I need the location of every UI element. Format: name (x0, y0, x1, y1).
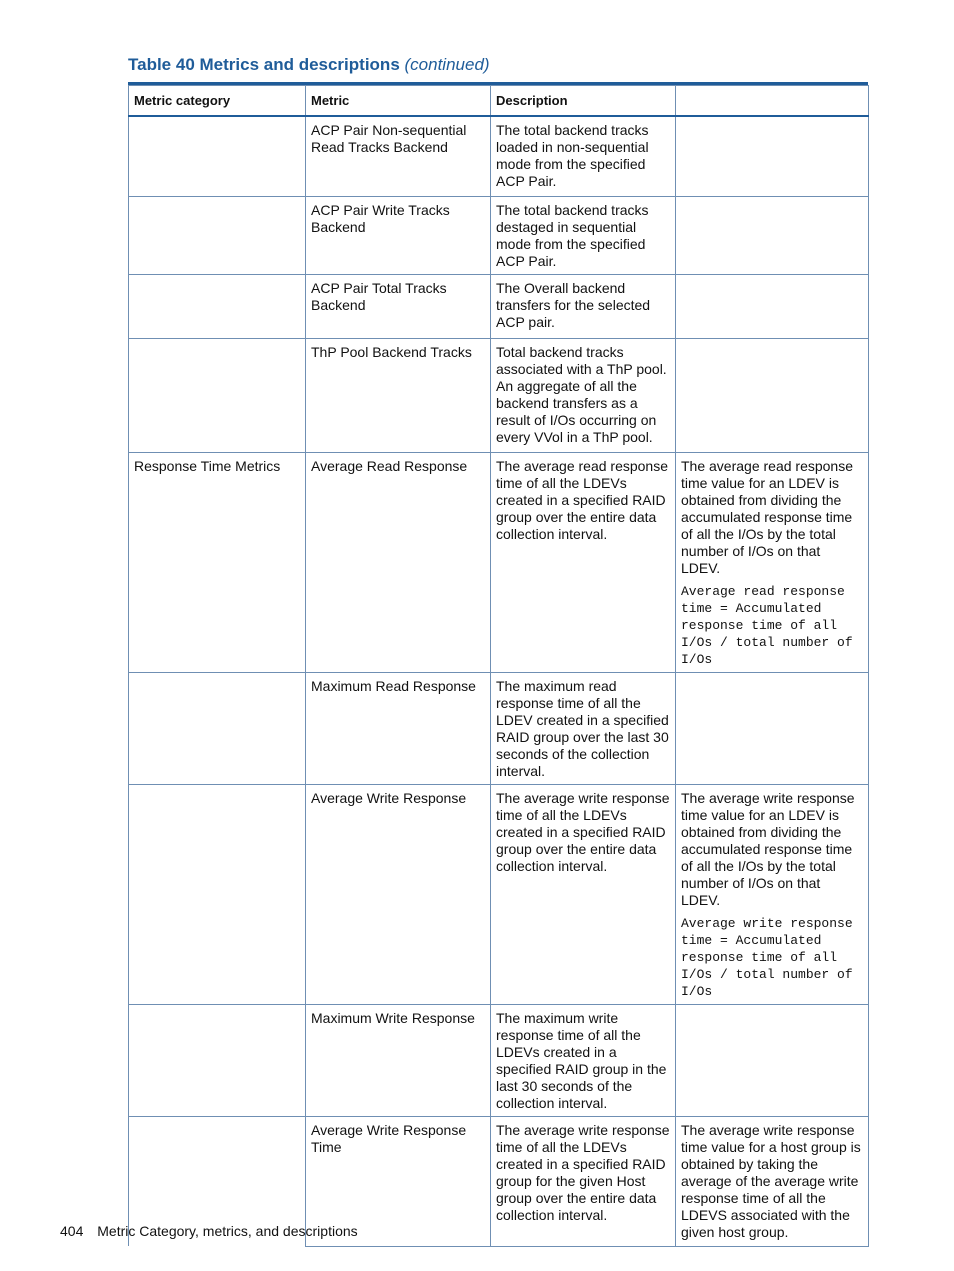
cell-extra (676, 1116, 869, 1246)
table-row (129, 338, 869, 452)
formula-code: Average read response time = Accumulated response time of all I/Os / total number of I/Os (681, 583, 853, 667)
cell-category (129, 338, 306, 452)
cell-description: The maximum write response time of all the LDEVs created in a specified RAID group in the last 30 seconds of the collection interval. (491, 1004, 676, 1116)
table-row (129, 1004, 869, 1116)
cell-category (129, 672, 306, 784)
extra-text: The average write response time value for a host group is obtained by taking the average of the average write response time of all the LDEVS associated with the given host group. (681, 1121, 861, 1240)
table-row (129, 784, 869, 1004)
cell-category (129, 196, 306, 274)
table-row (129, 196, 869, 274)
cell-metric: Average Read Response (306, 452, 491, 672)
cell-metric: ACP Pair Write Tracks Backend (306, 196, 491, 274)
cell-category (129, 116, 306, 196)
table-row (129, 452, 869, 672)
page-number: 404 (60, 1223, 84, 1239)
cell-description: The average write response time of all the LDEVs created in a specified RAID group for the given Host group over the entire data collection interval. (491, 1116, 676, 1246)
table-caption (128, 55, 490, 75)
extra-text: The average read response time value for an LDEV is obtained from dividing the accumulated response time of all the I/Os by the total number of I/Os on that LDEV. (681, 457, 853, 576)
cell-extra (676, 274, 869, 338)
cell-extra (676, 1004, 869, 1116)
footer-section-title: Metric Category, metrics, and descriptions (97, 1223, 358, 1239)
cell-metric: Average Write Response Time (306, 1116, 491, 1246)
formula-code: Average write response time = Accumulated response time of all I/Os / total number of I/Os (681, 915, 853, 999)
cell-extra (676, 672, 869, 784)
cell-description: The average write response time of all the LDEVs created in a specified RAID group over the entire data collection interval. (491, 784, 676, 1004)
cell-description: Total backend tracks associated with a ThP pool. An aggregate of all the backend transfers as a result of I/Os occurring on every VVol in a ThP pool. (491, 338, 676, 452)
header-metric-category: Metric category (129, 86, 306, 117)
cell-metric: ACP Pair Total Tracks Backend (306, 274, 491, 338)
cell-category (129, 784, 306, 1004)
header-description: Description (491, 86, 676, 117)
metrics-table (128, 82, 868, 1247)
cell-metric: Average Write Response (306, 784, 491, 1004)
cell-description: The Overall backend transfers for the selected ACP pair. (491, 274, 676, 338)
cell-extra (676, 338, 869, 452)
cell-extra (676, 784, 869, 1004)
cell-description: The average read response time of all the LDEVs created in a specified RAID group over the entire data collection interval. (491, 452, 676, 672)
cell-category: Response Time Metrics (129, 452, 306, 672)
cell-description: The maximum read response time of all the LDEV created in a specified RAID group over the last 30 seconds of the collection interval. (491, 672, 676, 784)
extra-text: The average write response time value for an LDEV is obtained from dividing the accumulated response time of all the I/Os by the total number of I/Os on that LDEV. (681, 789, 855, 908)
cell-metric: ACP Pair Non-sequential Read Tracks Backend (306, 116, 491, 196)
header-extra (676, 86, 869, 117)
cell-extra (676, 196, 869, 274)
cell-extra (676, 116, 869, 196)
cell-metric: Maximum Read Response (306, 672, 491, 784)
cell-extra (676, 452, 869, 672)
caption-continued: (continued) (404, 55, 490, 74)
caption-title: Table 40 Metrics and descriptions (128, 55, 400, 74)
table-header-row (129, 86, 869, 117)
table-row (129, 672, 869, 784)
page-footer (60, 1223, 358, 1239)
cell-metric: ThP Pool Backend Tracks (306, 338, 491, 452)
cell-metric: Maximum Write Response (306, 1004, 491, 1116)
header-metric: Metric (306, 86, 491, 117)
cell-description: The total backend tracks loaded in non-sequential mode from the specified ACP Pair. (491, 116, 676, 196)
table-row (129, 116, 869, 196)
cell-category (129, 274, 306, 338)
table-row (129, 274, 869, 338)
cell-description: The total backend tracks destaged in sequential mode from the specified ACP Pair. (491, 196, 676, 274)
cell-category (129, 1004, 306, 1116)
